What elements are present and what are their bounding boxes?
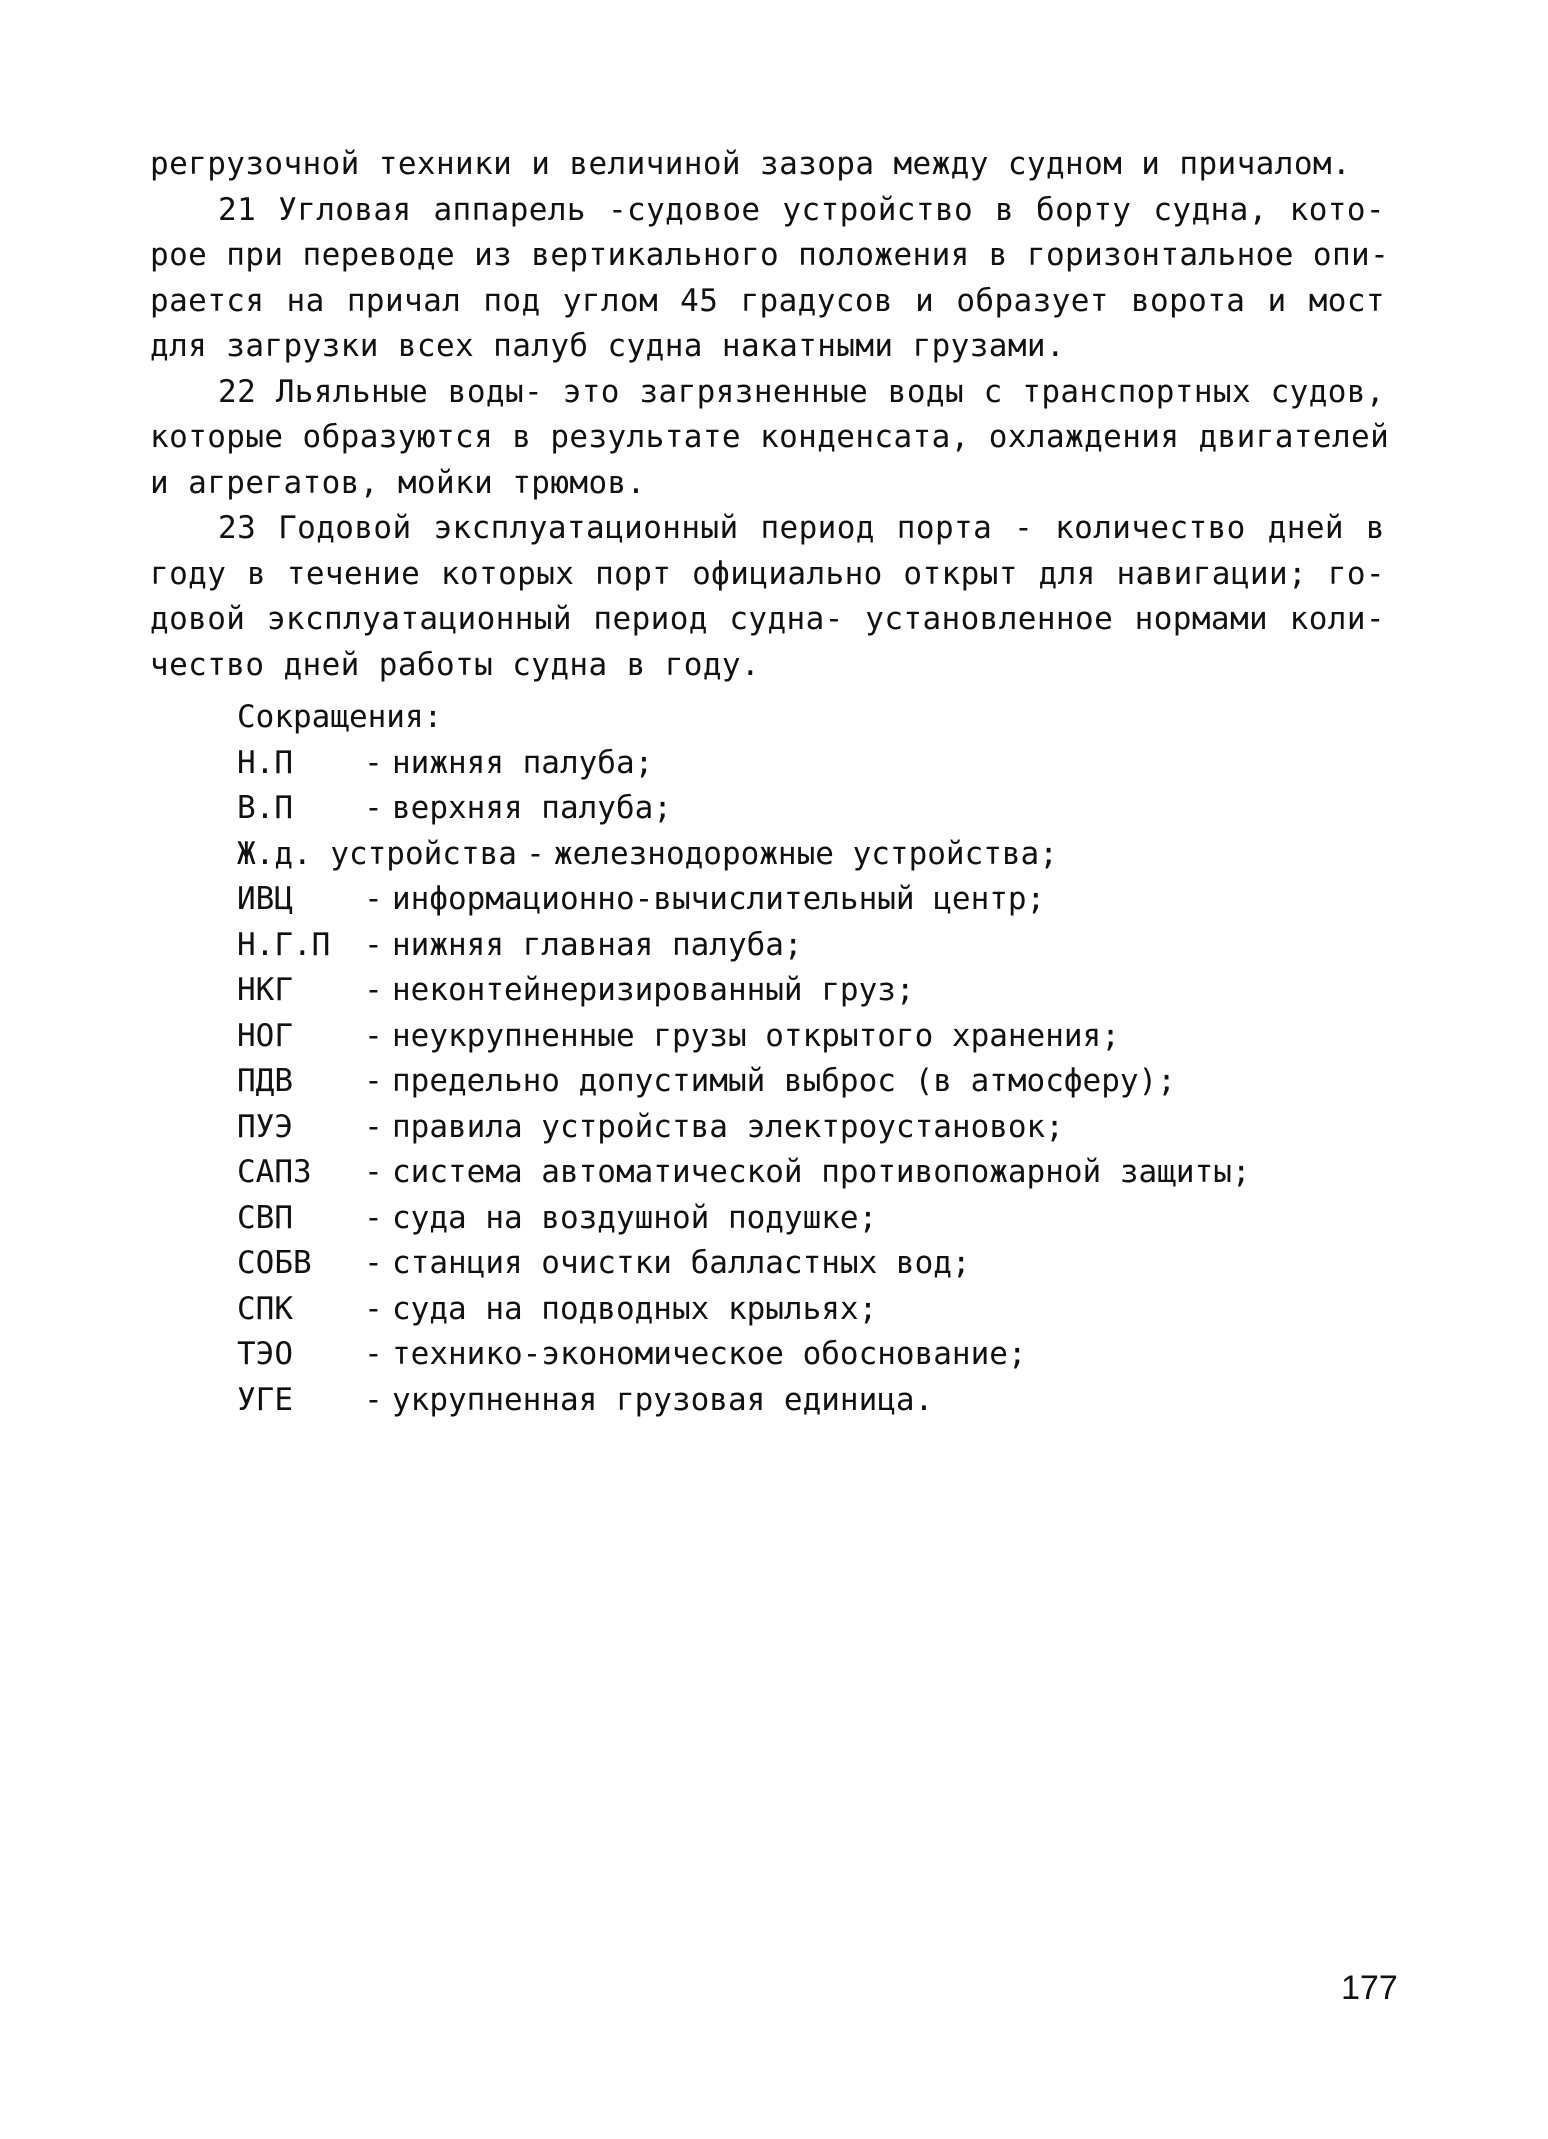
abbreviation-dash: - — [364, 881, 383, 917]
paragraph-line: довой эксплуатационный период судна- установленное нормами коли- — [150, 601, 1385, 637]
abbreviation-row — [237, 968, 1337, 1014]
abbreviation-term: САПЗ — [237, 1154, 312, 1190]
abbreviation-term: СОБВ — [237, 1245, 312, 1281]
abbreviation-term: УГЕ — [237, 1381, 293, 1418]
abbreviation-definition: правила устройства электроустановок; — [392, 1108, 1064, 1145]
abbreviation-term: Ж.д. устройства — [237, 835, 517, 872]
paragraph-line: рается на причал под углом 45 градусов и образует ворота и мост — [150, 282, 1385, 319]
abbreviation-definition: неконтейнеризированный груз; — [392, 972, 915, 1008]
abbreviation-definition: суда на подводных крыльях; — [392, 1290, 878, 1327]
abbreviation-row — [237, 1105, 1337, 1151]
abbreviation-term: ИВЦ — [237, 881, 293, 917]
abbreviation-row — [237, 832, 1337, 878]
abbreviation-dash: - — [364, 972, 383, 1008]
abbreviation-definition: нижняя палуба; — [392, 744, 654, 781]
abbreviation-definition: верхняя палуба; — [392, 790, 672, 826]
abbreviation-definition: система автоматической противопожарной защиты; — [392, 1154, 1251, 1190]
paragraph-line: регрузочной техники и величиной зазора между судном и причалом. — [150, 146, 1352, 182]
paragraph-line: 22 Льяльные воды- это загрязненные воды с транспортных судов, — [218, 373, 1385, 410]
abbreviation-dash: - — [364, 744, 383, 781]
abbreviation-term: Н.Г.П — [237, 926, 331, 963]
abbreviations-section — [237, 695, 1337, 1423]
paragraph-line: чество дней работы судна в году. — [150, 646, 761, 683]
abbreviation-definition: технико-экономическое обоснование; — [392, 1336, 1027, 1372]
abbreviation-dash: - — [364, 1017, 383, 1054]
abbreviation-definition: информационно-вычислительный центр; — [392, 881, 1046, 917]
paragraph-line: 21 Угловая аппарель -судовое устройство в борту судна, кото- — [218, 191, 1385, 228]
abbreviation-dash: - — [364, 1336, 383, 1372]
abbreviation-row — [237, 786, 1337, 832]
body-text — [150, 142, 1390, 688]
abbreviation-term: ПУЭ — [237, 1108, 293, 1145]
paragraph-line: 23 Годовой эксплуатационный период порта - количество дней в — [218, 510, 1385, 546]
abbreviation-term: НОГ — [237, 1017, 293, 1054]
abbreviation-row — [237, 877, 1337, 923]
abbreviations-heading: Сокращения: — [237, 699, 443, 735]
abbreviation-row — [237, 923, 1337, 969]
abbreviation-dash: - — [364, 1381, 383, 1418]
abbreviation-definition: нижняя главная палуба; — [392, 926, 803, 963]
abbreviation-definition: суда на воздушной подушке; — [392, 1199, 878, 1236]
paragraph-line: и агрегатов, мойки трюмов. — [150, 464, 646, 501]
abbreviation-row — [237, 1196, 1337, 1242]
abbreviation-definition: железнодорожные устройства; — [553, 835, 1058, 872]
abbreviation-row — [237, 1287, 1337, 1333]
abbreviation-dash: - — [364, 1063, 383, 1099]
abbreviation-definition: неукрупненные грузы открытого хранения; — [392, 1017, 1120, 1054]
abbreviation-row — [237, 1014, 1337, 1060]
abbreviation-row — [237, 1150, 1337, 1196]
abbreviation-dash: - — [364, 790, 383, 826]
abbreviation-dash: - — [364, 926, 383, 963]
abbreviation-definition: станция очистки балластных вод; — [392, 1245, 971, 1281]
abbreviation-dash: - — [364, 1108, 383, 1145]
abbreviation-row — [237, 1378, 1337, 1424]
abbreviation-dash: - — [364, 1290, 383, 1327]
abbreviation-term: ТЭО — [237, 1336, 293, 1372]
abbreviation-row — [237, 1241, 1337, 1287]
paragraph-line: году в течение которых порт официально открыт для навигации; го- — [150, 555, 1385, 592]
abbreviation-term: Н.П — [237, 744, 293, 781]
abbreviation-definition: предельно допустимый выброс (в атмосферу); — [392, 1063, 1176, 1099]
page-number: 177 — [1341, 1969, 1398, 2007]
paragraph-line: рое при переводе из вертикального положения в горизонтальное опи- — [150, 237, 1390, 273]
abbreviation-row — [237, 1059, 1337, 1105]
abbreviation-row — [237, 741, 1337, 787]
paragraph-line: которые образуются в результате конденсата, охлаждения двигателей — [150, 419, 1390, 455]
abbreviation-definition: укрупненная грузовая единица. — [392, 1381, 934, 1418]
abbreviation-row — [237, 1332, 1337, 1378]
abbreviation-term: СВП — [237, 1199, 293, 1236]
abbreviation-dash: - — [526, 835, 545, 872]
paragraph-line: для загрузки всех палуб судна накатными грузами. — [150, 328, 1066, 364]
abbreviation-term: В.П — [237, 790, 293, 826]
abbreviation-term: ПДВ — [237, 1063, 293, 1099]
abbreviation-dash: - — [364, 1199, 383, 1236]
abbreviation-term: НКГ — [237, 972, 293, 1008]
abbreviation-dash: - — [364, 1245, 383, 1281]
abbreviation-dash: - — [364, 1154, 383, 1190]
abbreviation-term: СПК — [237, 1290, 293, 1327]
